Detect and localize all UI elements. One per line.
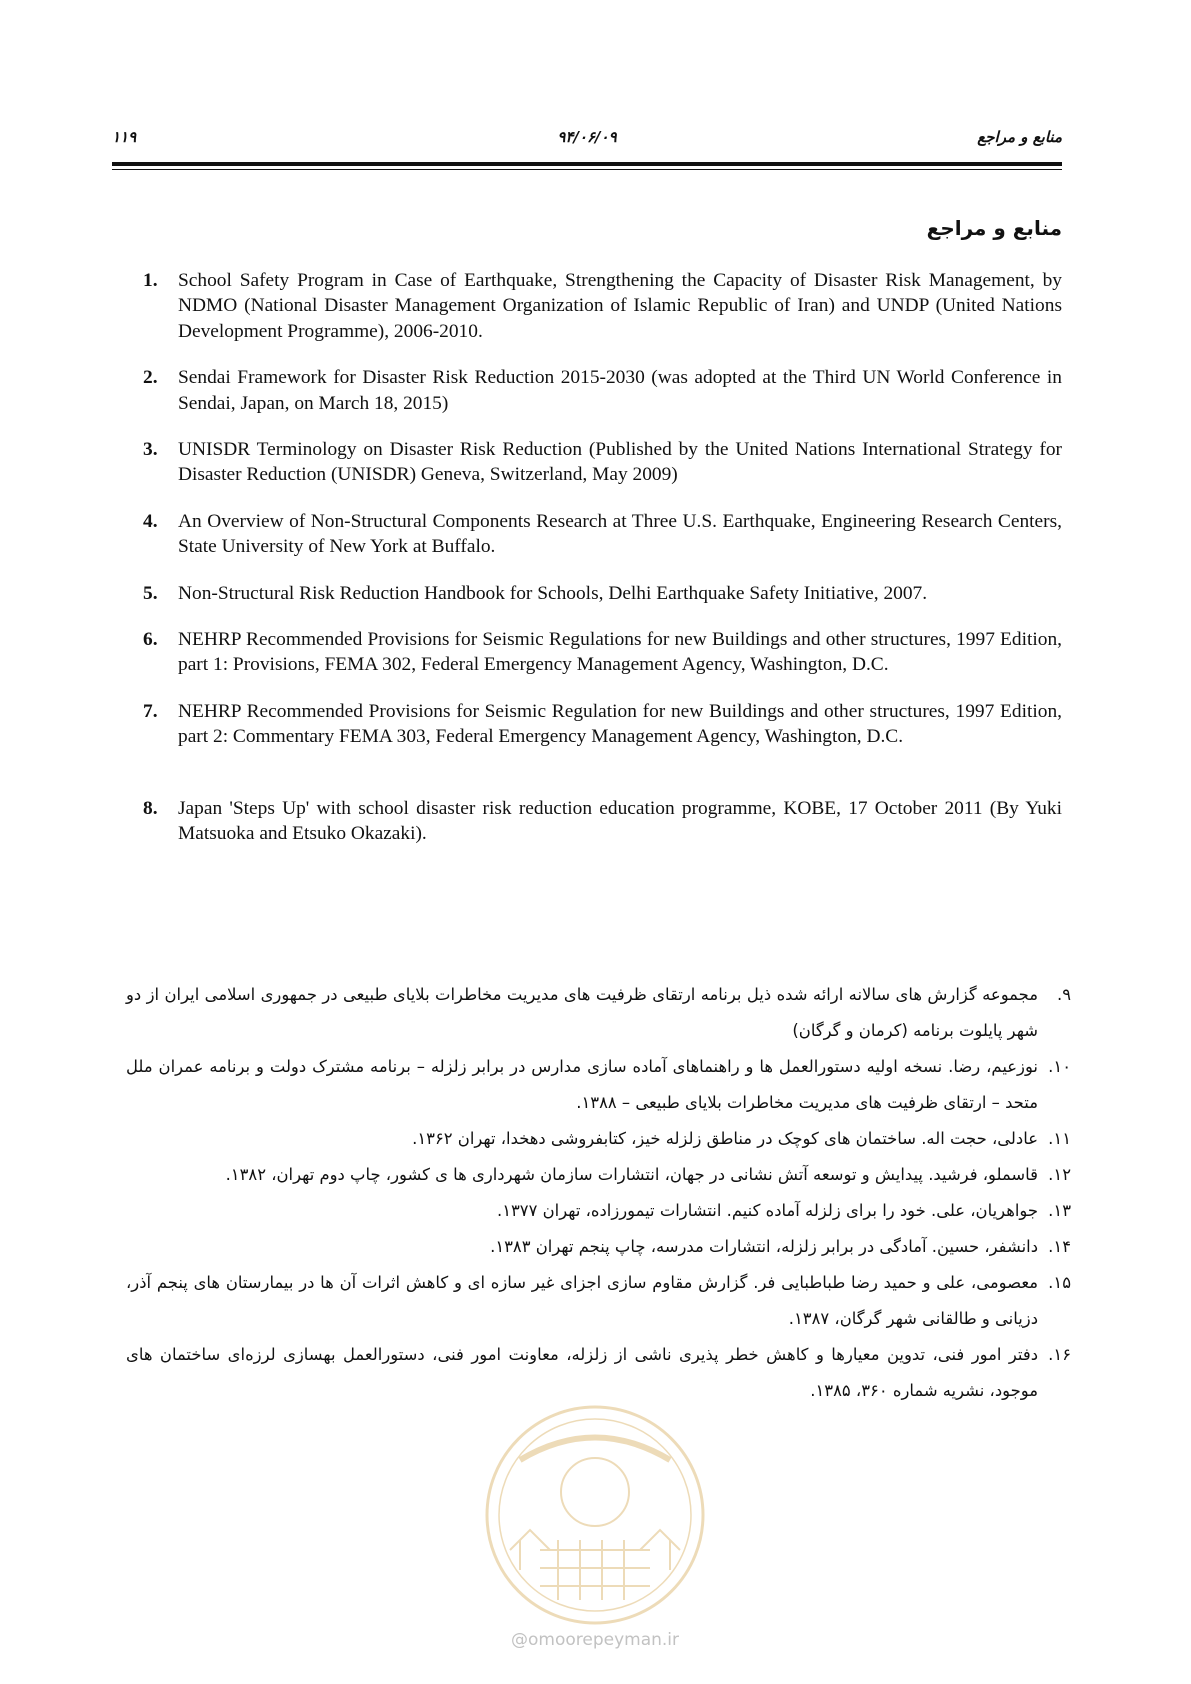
header-rule-thick	[112, 162, 1062, 166]
reference-text: نوزعیم، رضا. نسخه اولیه دستورالعمل ها و راهنماهای آماده سازی مدارس در برابر زلزله – برنامه مشترک دولت و برنامه عمران ملل متحد – ارتقای ظرفیت های مدیریت مخاطرات بلایای طبیعی – ۱۳۸۸.	[126, 1057, 1038, 1112]
reference-item	[143, 509, 1062, 560]
reference-text: مجموعه گزارش های سالانه ارائه شده ذیل برنامه ارتقای ظرفیت های مدیریت مخاطرات بلایای طبیعی در جمهوری اسلامی ایران از دو شهر پایلوت برنامه (کرمان و گرگان)	[126, 985, 1038, 1040]
reference-number: 5.	[143, 582, 158, 604]
reference-number: ۱۴.	[1048, 1237, 1071, 1256]
reference-item	[143, 437, 1062, 488]
reference-item	[126, 1193, 1071, 1229]
watermark-seal-logo	[480, 1400, 710, 1630]
reference-number: 7.	[143, 700, 158, 722]
reference-text: School Safety Program in Case of Earthquake, Strengthening the Capacity of Disaster Risk Management, by NDMO (National Disaster Management Organization of Islamic Republic of Iran) and UNDP (United Nations Development Programme), 2006-2010.	[178, 270, 1062, 342]
reference-number: ۱۰.	[1048, 1057, 1071, 1076]
reference-item	[126, 1121, 1071, 1157]
reference-text: NEHRP Recommended Provisions for Seismic Regulation for new Buildings and other structures, 1997 Edition, part 2: Commentary FEMA 303, Federal Emergency Management Agency, Washington, D.C.	[178, 700, 1062, 748]
reference-item	[126, 1157, 1071, 1193]
reference-number: ۱۱.	[1048, 1129, 1071, 1148]
reference-number: ۹.	[1056, 985, 1071, 1004]
reference-text: عادلی، حجت اله. ساختمان های کوچک در مناطق زلزله خیز، کتابفروشی دهخدا، تهران ۱۳۶۲.	[412, 1129, 1038, 1148]
reference-text: قاسملو، فرشید. پیدایش و توسعه آتش نشانی در جهان، انتشارات سازمان شهرداری ها ی کشور، چاپ دوم تهران، ۱۳۸۲.	[225, 1165, 1038, 1184]
reference-item	[126, 1229, 1071, 1265]
reference-item	[126, 977, 1071, 1049]
reference-text: NEHRP Recommended Provisions for Seismic Regulations for new Buildings and other structures, 1997 Edition, part 1: Provisions, FEMA 302, Federal Emergency Management Agency, Washington, D.C.	[178, 629, 1062, 676]
page-header	[112, 128, 1062, 154]
reference-number: 3.	[143, 439, 158, 461]
header-rule-thin	[112, 169, 1062, 170]
reference-item	[143, 268, 1062, 344]
page-number: ۱۱۹	[112, 128, 137, 146]
reference-item	[143, 581, 1062, 606]
reference-text: UNISDR Terminology on Disaster Risk Reduction (Published by the United Nations International Strategy for Disaster Reduction (UNISDR) Geneva, Switzerland, May 2009)	[178, 439, 1062, 486]
reference-item	[143, 627, 1062, 678]
reference-number: 2.	[143, 367, 158, 389]
reference-item	[126, 1265, 1071, 1337]
reference-item	[143, 365, 1062, 416]
watermark-url: @omoorepeyman.ir	[510, 1630, 680, 1650]
reference-number: ۱۳.	[1048, 1201, 1071, 1220]
reference-item	[143, 796, 1062, 847]
reference-text: An Overview of Non-Structural Components Research at Three U.S. Earthquake, Engineering Research Centers, State University of New York at Buffalo.	[178, 510, 1062, 558]
reference-item	[126, 1337, 1071, 1409]
reference-text: Japan 'Steps Up' with school disaster risk reduction education programme, KOBE, 17 October 2011 (By Yuki Matsuoka and Etsuko Okazaki).	[178, 797, 1062, 845]
reference-text: Sendai Framework for Disaster Risk Reduction 2015-2030 (was adopted at the Third UN World Conference in Sendai, Japan, on March 18, 2015)	[178, 367, 1062, 414]
header-date: ۹۴/۰۶/۰۹	[557, 128, 617, 146]
reference-number: 8.	[143, 797, 158, 819]
reference-text: معصومی، علی و حمید رضا طباطبایی فر. گزارش مقاوم سازی اجزای غیر سازه ای و کاهش اثرات آن ها در بیمارستان های پنجم آذر، دزیانی و طالقانی شهر گرگان، ۱۳۸۷.	[126, 1273, 1038, 1328]
english-reference-list	[143, 268, 1062, 847]
reference-number: ۱۲.	[1048, 1165, 1071, 1184]
reference-number: ۱۵.	[1048, 1273, 1071, 1292]
reference-text: دانشفر، حسین. آمادگی در برابر زلزله، انتشارات مدرسه، چاپ پنجم تهران ۱۳۸۳.	[490, 1237, 1038, 1256]
reference-number: ۱۶.	[1048, 1345, 1071, 1364]
reference-number: 1.	[143, 270, 158, 291]
reference-text: Non-Structural Risk Reduction Handbook for Schools, Delhi Earthquake Safety Initiative, 2007.	[178, 582, 928, 604]
page-title: منابع و مراجع	[926, 216, 1062, 240]
persian-reference-list	[126, 977, 1071, 1409]
reference-text: جواهریان، علی. خود را برای زلزله آماده کنیم. انتشارات تیمورزاده، تهران ۱۳۷۷.	[496, 1201, 1038, 1220]
reference-number: 6.	[143, 629, 158, 651]
reference-text: دفتر امور فنی، تدوین معیارها و کاهش خطر پذیری ناشی از زلزله، معاونت امور فنی، دستورالعمل بهسازی لرزه‌ای ساختمان های موجود، نشریه شماره ۳۶۰، ۱۳۸۵.	[126, 1345, 1038, 1400]
reference-item	[143, 699, 1062, 750]
reference-number: 4.	[143, 510, 158, 532]
header-section-title: منابع و مراجع	[977, 128, 1062, 146]
reference-item	[126, 1049, 1071, 1121]
